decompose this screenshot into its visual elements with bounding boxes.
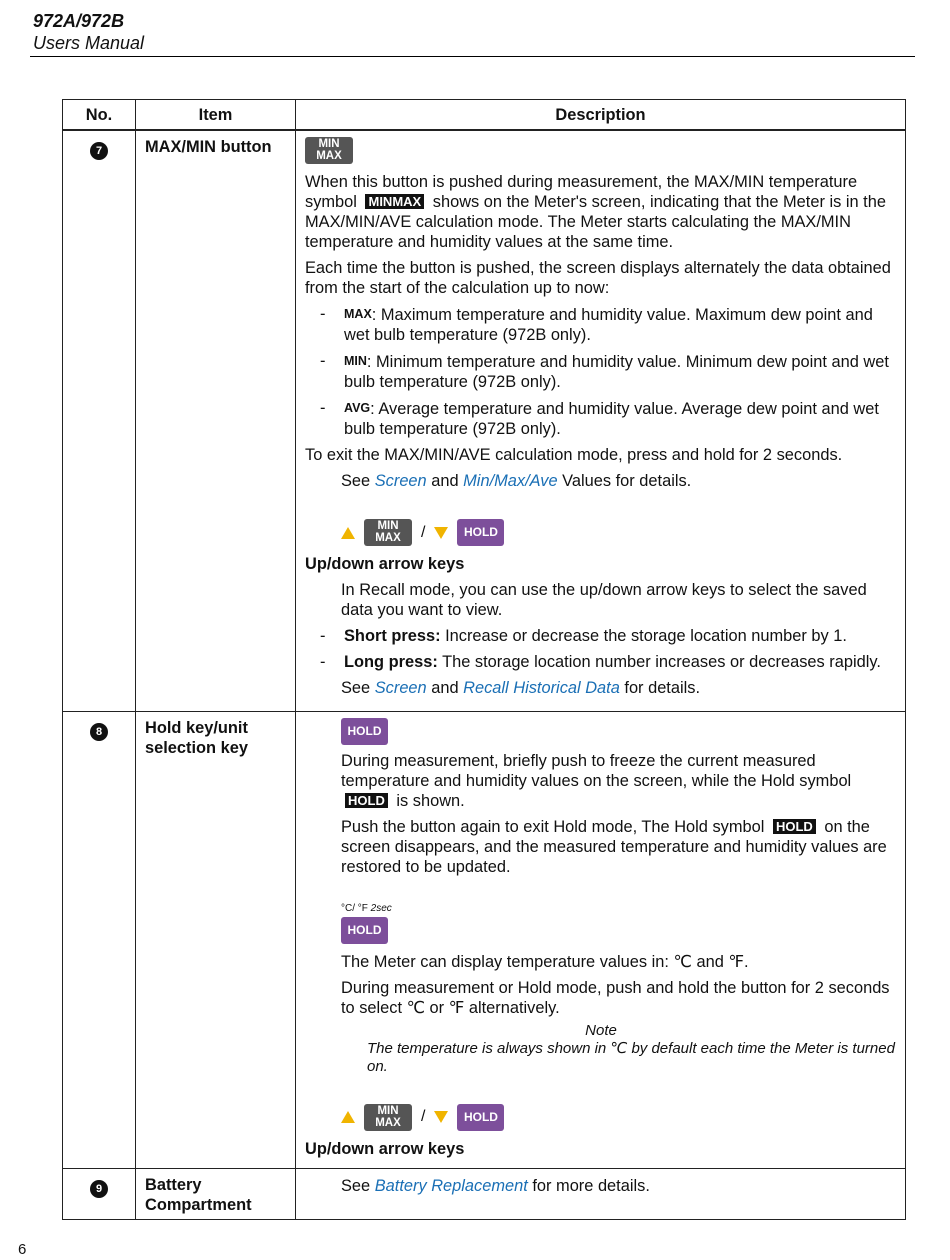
header-rule xyxy=(30,56,915,57)
item-cell: Battery Compartment xyxy=(136,1168,296,1219)
running-header xyxy=(33,10,144,54)
down-arrow-icon xyxy=(434,1111,448,1123)
callout-number-9: 9 xyxy=(90,1180,108,1198)
callout-number-8: 8 xyxy=(90,723,108,741)
hold-button-icon: HOLD xyxy=(457,519,504,546)
col-header-item: Item xyxy=(136,100,296,131)
list-item: - MAX: Maximum temperature and humidity value. Maximum dew point and wet bulb temperature (972B only). xyxy=(320,305,873,344)
header-subtitle: Users Manual xyxy=(33,33,145,53)
list-item: - Long press: The storage location number increases or decreases rapidly. xyxy=(320,653,881,671)
col-header-no: No. xyxy=(63,100,136,131)
hold-button-icon: HOLD xyxy=(341,917,388,944)
link-screen[interactable]: Screen xyxy=(374,679,427,697)
lcd-hold-symbol: HOLD xyxy=(773,819,816,834)
arrow-keys-icons: MIN MAX / HOLD xyxy=(305,519,897,546)
unit-key-label: °C/ °F 2sec xyxy=(341,902,392,914)
subheading: Up/down arrow keys xyxy=(305,1139,465,1158)
description-cell xyxy=(296,711,906,1168)
arrow-keys-icons: MIN MAX / HOLD xyxy=(305,1104,897,1131)
header-model: 972A/972B xyxy=(33,11,125,31)
min-max-button-icon: MIN MAX xyxy=(364,519,412,546)
min-max-button-icon: MIN MAX xyxy=(305,137,353,164)
see-reference: See Screen and Recall Historical Data for details. xyxy=(341,679,701,697)
max-tag: MAX xyxy=(344,307,372,321)
lcd-minmax-symbol: MINMAX xyxy=(365,194,424,209)
see-reference: See Screen and Min/Max/Ave Values for details. xyxy=(341,472,692,490)
paragraph: During measurement, briefly push to freeze the current measured temperature and humidity values on the screen, while the Hold symbol HOLD is shown. xyxy=(341,751,852,810)
avg-tag: AVG xyxy=(344,401,371,415)
table-row xyxy=(63,1168,906,1219)
down-arrow-icon xyxy=(434,527,448,539)
item-cell: MAX/MIN button xyxy=(136,130,296,711)
hold-button-icon: HOLD xyxy=(341,718,388,745)
callout-number-7: 7 xyxy=(90,142,108,160)
item-cell: Hold key/unit selection key xyxy=(136,711,296,1168)
row-number-cell xyxy=(63,130,136,711)
note-text: The temperature is always shown in ℃ by default each time the Meter is turned on. xyxy=(367,1039,895,1075)
link-battery-replacement[interactable]: Battery Replacement xyxy=(374,1176,528,1195)
note-title: Note xyxy=(585,1021,617,1039)
min-tag: MIN xyxy=(344,354,367,368)
see-reference: See Battery Replacement for more details. xyxy=(341,1176,650,1195)
description-cell xyxy=(296,130,906,711)
lcd-hold-symbol: HOLD xyxy=(345,793,388,808)
row-number-cell xyxy=(63,1168,136,1219)
table-row xyxy=(63,711,906,1168)
list-item: - MIN: Minimum temperature and humidity value. Minimum dew point and wet bulb temperature (972B only). xyxy=(320,352,889,391)
paragraph: During measurement or Hold mode, push and hold the button for 2 seconds to select ℃ or ℉ alternatively. xyxy=(341,978,890,1017)
page-number: 6 xyxy=(18,1241,27,1258)
hold-button-icon: HOLD xyxy=(457,1104,504,1131)
up-arrow-icon xyxy=(341,1111,355,1123)
paragraph: Each time the button is pushed, the screen displays alternately the data obtained from the start of the calculation up to now: xyxy=(305,259,891,297)
link-recall-historical-data[interactable]: Recall Historical Data xyxy=(463,679,620,697)
paragraph: When this button is pushed during measurement, the MAX/MIN temperature symbol MINMAX shows on the Meter's screen, indicating that the Meter is in the MAX/MIN/AVE calculation mode. The Meter starts calculating the MAX/MIN temperature and humidity values at the same time. xyxy=(305,173,886,251)
subheading: Up/down arrow keys xyxy=(305,555,465,573)
up-arrow-icon xyxy=(341,527,355,539)
table-row xyxy=(63,130,906,711)
paragraph: To exit the MAX/MIN/AVE calculation mode, press and hold for 2 seconds. xyxy=(305,446,843,464)
row-number-cell xyxy=(63,711,136,1168)
col-header-description: Description xyxy=(296,100,906,131)
list-item: - AVG: Average temperature and humidity value. Average dew point and wet bulb temperature (972B only). xyxy=(320,399,879,438)
link-screen[interactable]: Screen xyxy=(374,472,427,490)
min-max-button-icon: MIN MAX xyxy=(364,1104,412,1131)
table-header-row xyxy=(63,100,906,131)
paragraph: Push the button again to exit Hold mode, The Hold symbol HOLD on the screen disappears, and the measured temperature and humidity values are restored to be updated. xyxy=(341,817,887,876)
paragraph: In Recall mode, you can use the up/down arrow keys to select the saved data you want to view. xyxy=(341,581,867,619)
link-min-max-ave[interactable]: Min/Max/Ave xyxy=(463,472,558,490)
description-cell xyxy=(296,1168,906,1219)
description-table xyxy=(62,99,906,1220)
paragraph: The Meter can display temperature values in: ℃ and ℉. xyxy=(341,952,749,971)
list-item: - Short press: Increase or decrease the storage location number by 1. xyxy=(320,627,847,645)
